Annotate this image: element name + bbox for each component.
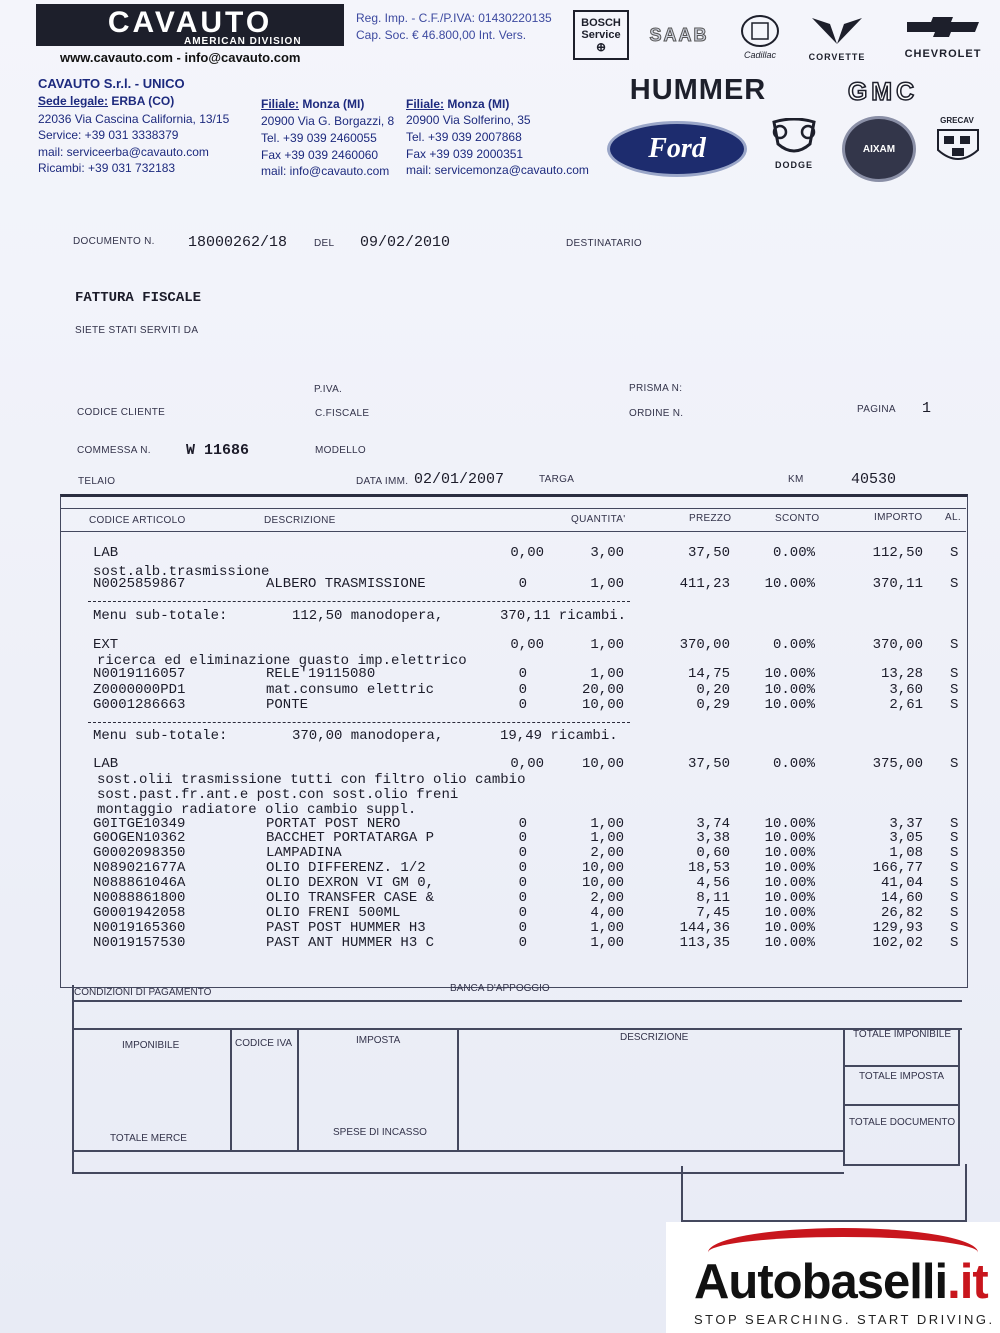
dodge-ram-icon	[770, 118, 818, 158]
descrizione-label: DESCRIZIONE	[620, 1032, 689, 1043]
subtotal-divider	[88, 722, 630, 723]
bosch-symbol-icon: ⊕	[595, 40, 607, 54]
item-code: sost.olii trasmissione tutti con filtro olio cambio	[97, 772, 526, 788]
item-quantity: 10,00	[581, 875, 624, 891]
item-code: G0002098350	[93, 845, 186, 861]
item-description: ALBERO TRASMISSIONE	[266, 576, 426, 592]
col-sconto: SCONTO	[775, 513, 820, 524]
item-vat-code: S	[950, 935, 959, 951]
item-code: N0019116057	[93, 666, 186, 682]
item-code: N0019165360	[93, 920, 186, 936]
table-row	[0, 637, 1000, 652]
item-code: N0088861800	[93, 890, 186, 906]
item-n: 0	[518, 935, 527, 951]
destinatario-label: DESTINATARIO	[566, 238, 643, 249]
subtotal-labour: 112,50 manodopera,	[292, 608, 444, 624]
logo-subtitle: AMERICAN DIVISION	[184, 36, 302, 47]
piva-label: P.IVA.	[314, 384, 343, 395]
data-imm-value: 02/01/2007	[414, 471, 505, 488]
branch1-address: 20900 Via G. Borgazzi, 8	[261, 114, 395, 128]
chevrolet-bowtie-icon	[905, 16, 981, 38]
item-amount: 41,04	[880, 875, 923, 891]
item-discount: 10.00%	[764, 682, 815, 698]
item-price: 0,20	[696, 682, 730, 698]
totale-documento-label: TOTALE DOCUMENTO	[849, 1117, 956, 1128]
registration-line-2: Cap. Soc. € 46.800,00 Int. Vers.	[356, 28, 527, 42]
item-description: RELE'19115080	[266, 666, 376, 682]
table-row	[0, 860, 1000, 875]
table-row	[0, 772, 1000, 787]
item-n: 0	[518, 576, 527, 592]
item-quantity: 1,00	[590, 666, 624, 682]
item-n: 0,00	[510, 545, 544, 561]
item-code: G0OGEN10362	[93, 830, 186, 846]
pagina-number: 1	[922, 400, 932, 417]
seat-label: Sede legale:	[38, 94, 109, 108]
item-code: N0025859867	[93, 576, 186, 592]
km-label: KM	[788, 474, 804, 485]
item-price: 411,23	[679, 576, 730, 592]
footer-line	[72, 1000, 962, 1002]
item-amount: 166,77	[872, 860, 923, 876]
codice-iva-label: CODICE IVA	[235, 1038, 293, 1049]
item-amount: 102,02	[872, 935, 923, 951]
modello-label: MODELLO	[315, 445, 367, 456]
item-n: 0	[518, 682, 527, 698]
item-n: 0,00	[510, 637, 544, 653]
item-price: 4,56	[696, 875, 730, 891]
item-vat-code: S	[950, 576, 959, 592]
item-vat-code: S	[950, 905, 959, 921]
item-n: 0	[518, 905, 527, 921]
item-code: G0ITGE10349	[93, 816, 186, 832]
footer-line	[843, 1028, 845, 1164]
table-row	[0, 830, 1000, 845]
footer-line	[72, 1028, 962, 1030]
item-quantity: 20,00	[581, 682, 624, 698]
cfiscale-label: C.FISCALE	[315, 408, 370, 419]
item-n: 0	[518, 860, 527, 876]
item-amount: 370,00	[872, 637, 923, 653]
item-description: OLIO DEXRON VI GM 0,	[266, 875, 435, 891]
col-importo: IMPORTO	[874, 512, 923, 523]
item-vat-code: S	[950, 860, 959, 876]
item-code: montaggio radiatore olio cambio suppl.	[97, 802, 417, 818]
item-n: 0	[518, 816, 527, 832]
grecav-logo: GRECAV	[940, 116, 974, 125]
items-table-header	[60, 508, 966, 532]
registration-line-1: Reg. Imp. - C.F./P.IVA: 01430220135	[356, 11, 552, 25]
footer-line	[681, 1166, 683, 1222]
footer-line	[457, 1030, 459, 1150]
item-amount: 26,82	[880, 905, 923, 921]
table-row	[0, 802, 1000, 817]
item-quantity: 10,00	[581, 697, 624, 713]
item-amount: 14,60	[880, 890, 923, 906]
logo-web: www.cavauto.com - info@cavauto.com	[60, 50, 301, 65]
table-row	[0, 816, 1000, 831]
item-code: LAB	[93, 545, 119, 561]
item-vat-code: S	[950, 845, 959, 861]
item-discount: 0.00%	[772, 756, 815, 772]
item-price: 3,74	[696, 816, 730, 832]
footer-line	[297, 1030, 299, 1150]
imposta-label: IMPOSTA	[356, 1035, 401, 1046]
item-code: sost.alb.trasmissione	[93, 564, 270, 580]
table-row	[0, 728, 1000, 743]
condizioni-label: CONDIZIONI DI PAGAMENTO	[74, 987, 212, 998]
branch1-title	[261, 96, 364, 112]
table-row	[0, 905, 1000, 920]
document-type: FATTURA FISCALE	[75, 290, 202, 306]
item-quantity: 1,00	[590, 816, 624, 832]
item-code: G0001942058	[93, 905, 186, 921]
item-quantity: 2,00	[590, 845, 624, 861]
watermark-tagline: STOP SEARCHING. START DRIVING.	[694, 1312, 995, 1327]
subtotal-parts: 370,11 ricambi.	[500, 608, 627, 624]
branch1-tel: Tel. +39 039 2460055	[261, 131, 377, 145]
bosch-word: BOSCH	[581, 17, 621, 29]
item-quantity: 3,00	[590, 545, 624, 561]
item-amount: 3,05	[889, 830, 923, 846]
item-code: G0001286663	[93, 697, 186, 713]
imponibile-label: IMPONIBILE	[122, 1040, 180, 1051]
item-n: 0	[518, 845, 527, 861]
item-description: LAMPADINA	[266, 845, 342, 861]
dodge-logo: DODGE	[774, 160, 813, 170]
table-row	[0, 682, 1000, 697]
item-quantity: 1,00	[590, 935, 624, 951]
table-row	[0, 935, 1000, 950]
col-quantita: QUANTITA'	[571, 514, 626, 525]
branch2-city: Monza (MI)	[447, 97, 510, 111]
item-discount: 0.00%	[772, 545, 815, 561]
item-description: PORTAT POST NERO	[266, 816, 401, 832]
footer-line	[843, 1104, 959, 1106]
seat-city: ERBA (CO)	[111, 94, 175, 108]
item-price: 18,53	[687, 860, 730, 876]
targa-label: TARGA	[539, 474, 575, 485]
hummer-logo: HUMMER	[629, 73, 767, 106]
branch2-title	[406, 96, 509, 112]
aixam-logo: AIXAM	[842, 116, 916, 182]
item-discount: 10.00%	[764, 666, 815, 682]
item-code: Z0000000PD1	[93, 682, 186, 698]
footer-line	[230, 1030, 232, 1150]
item-n: 0	[518, 697, 527, 713]
item-code: ricerca ed eliminazione guasto imp.elettrico	[97, 653, 467, 669]
totale-imposta-label: TOTALE IMPOSTA	[859, 1071, 945, 1082]
item-amount: 13,28	[880, 666, 923, 682]
item-discount: 10.00%	[764, 920, 815, 936]
item-n: 0	[518, 666, 527, 682]
footer-line	[72, 985, 74, 1173]
branch2-tel: Tel. +39 039 2007868	[406, 130, 522, 144]
item-quantity: 10,00	[581, 860, 624, 876]
item-quantity: 4,00	[590, 905, 624, 921]
col-codice: CODICE ARTICOLO	[89, 515, 186, 526]
item-price: 370,00	[679, 637, 730, 653]
telaio-label: TELAIO	[78, 476, 116, 487]
item-amount: 3,37	[889, 816, 923, 832]
item-price: 7,45	[696, 905, 730, 921]
item-vat-code: S	[950, 920, 959, 936]
item-description: BACCHET PORTATARGA P	[266, 830, 435, 846]
item-discount: 10.00%	[764, 816, 815, 832]
prisma-label: PRISMA N:	[629, 383, 683, 394]
item-description: PONTE	[266, 697, 309, 713]
item-discount: 0.00%	[772, 637, 815, 653]
logo-title: CAVAUTO	[107, 6, 273, 39]
ordine-label: ORDINE N.	[629, 408, 684, 419]
item-vat-code: S	[950, 830, 959, 846]
item-description: OLIO FRENI 500ML	[266, 905, 401, 921]
item-vat-code: S	[950, 637, 959, 653]
item-discount: 10.00%	[764, 875, 815, 891]
table-row	[0, 576, 1000, 591]
table-row	[0, 666, 1000, 681]
item-vat-code: S	[950, 697, 959, 713]
totale-merce-label: TOTALE MERCE	[110, 1133, 187, 1144]
col-descrizione: DESCRIZIONE	[264, 515, 336, 526]
item-discount: 10.00%	[764, 576, 815, 592]
item-code: N088861046A	[93, 875, 186, 891]
item-price: 3,38	[696, 830, 730, 846]
item-discount: 10.00%	[764, 845, 815, 861]
footer-line	[958, 1028, 960, 1166]
item-price: 0,29	[696, 697, 730, 713]
item-quantity: 2,00	[590, 890, 624, 906]
item-code: sost.past.fr.ant.e post.con sost.olio freni	[97, 787, 459, 803]
subtotal-label: Menu sub-totale:	[93, 728, 228, 744]
item-price: 37,50	[687, 756, 730, 772]
item-amount: 375,00	[872, 756, 923, 772]
branch2-address: 20900 Via Solferino, 35	[406, 113, 531, 127]
banca-label: BANCA D'APPOGGIO	[450, 983, 550, 994]
chevrolet-logo: CHEVROLET	[904, 48, 982, 60]
corvette-flags-icon	[806, 14, 868, 48]
item-price: 14,75	[687, 666, 730, 682]
item-discount: 10.00%	[764, 905, 815, 921]
item-vat-code: S	[950, 666, 959, 682]
pagina-label: PAGINA	[857, 404, 896, 415]
table-row	[0, 787, 1000, 802]
item-description: PAST ANT HUMMER H3 C	[266, 935, 435, 951]
company-name: CAVAUTO S.r.l. - UNICO	[38, 76, 185, 91]
cadillac-logo: Cadillac	[743, 50, 776, 60]
item-discount: 10.00%	[764, 830, 815, 846]
item-discount: 10.00%	[764, 860, 815, 876]
item-vat-code: S	[950, 545, 959, 561]
item-discount: 10.00%	[764, 935, 815, 951]
table-row	[0, 845, 1000, 860]
company-address: 22036 Via Cascina California, 13/15	[38, 112, 230, 126]
item-quantity: 1,00	[590, 576, 624, 592]
table-row	[0, 890, 1000, 905]
documento-number: 18000262/18	[188, 234, 288, 251]
footer-line	[72, 1150, 844, 1152]
saab-logo: SAAB	[649, 24, 709, 45]
del-label: DEL	[314, 238, 335, 249]
item-quantity: 1,00	[590, 920, 624, 936]
company-seat	[38, 93, 174, 109]
item-description: OLIO DIFFERENZ. 1/2	[266, 860, 426, 876]
ford-logo: Ford	[607, 121, 747, 177]
codice-cliente-label: CODICE CLIENTE	[77, 407, 166, 418]
corvette-logo: CORVETTE	[808, 52, 866, 62]
documento-label: DOCUMENTO N.	[73, 236, 155, 247]
item-n: 0	[518, 830, 527, 846]
item-amount: 129,93	[872, 920, 923, 936]
table-row	[0, 920, 1000, 935]
branch1-mail: mail: info@cavauto.com	[261, 164, 390, 178]
table-row	[0, 608, 1000, 623]
grecav-shield-icon	[934, 128, 982, 168]
footer-line	[72, 1172, 844, 1174]
data-imm-label: DATA IMM.	[356, 476, 409, 487]
footer-line	[965, 1164, 967, 1222]
gmc-logo: GMC	[847, 77, 919, 106]
commessa-number: W 11686	[186, 442, 250, 459]
table-row	[0, 697, 1000, 712]
item-code: LAB	[93, 756, 119, 772]
spese-incasso-label: SPESE DI INCASSO	[333, 1127, 427, 1138]
item-quantity: 1,00	[590, 830, 624, 846]
item-vat-code: S	[950, 875, 959, 891]
item-description: mat.consumo elettric	[266, 682, 435, 698]
branch2-label: Filiale:	[406, 97, 445, 111]
col-prezzo: PREZZO	[689, 513, 732, 524]
footer-line	[843, 1164, 959, 1166]
company-service: Service: +39 031 3338379	[38, 128, 179, 142]
item-code: N0019157530	[93, 935, 186, 951]
item-vat-code: S	[950, 756, 959, 772]
branch2-mail: mail: servicemonza@cavauto.com	[406, 163, 589, 177]
bosch-service-word: Service	[581, 29, 621, 41]
item-code: EXT	[93, 637, 119, 653]
item-amount: 2,61	[889, 697, 923, 713]
branch1-fax: Fax +39 039 2460060	[261, 148, 379, 162]
watermark-brand: Autobaselli	[694, 1255, 948, 1309]
item-amount: 112,50	[872, 545, 923, 561]
company-mail: mail: serviceerba@cavauto.com	[38, 145, 209, 159]
item-price: 8,11	[696, 890, 730, 906]
item-n: 0	[518, 920, 527, 936]
commessa-label: COMMESSA N.	[77, 445, 151, 456]
item-price: 113,35	[679, 935, 730, 951]
item-amount: 370,11	[872, 576, 923, 592]
table-row	[0, 756, 1000, 771]
bosch-service-logo	[573, 10, 629, 60]
km-value: 40530	[851, 471, 897, 488]
item-price: 37,50	[687, 545, 730, 561]
item-code: N089021677A	[93, 860, 186, 876]
item-vat-code: S	[950, 890, 959, 906]
item-amount: 1,08	[889, 845, 923, 861]
company-ricambi: Ricambi: +39 031 732183	[38, 161, 176, 175]
branch1-label: Filiale:	[261, 97, 300, 111]
item-quantity: 10,00	[581, 756, 624, 772]
siete-stati-label: SIETE STATI SERVITI DA	[75, 325, 199, 336]
subtotal-divider	[88, 601, 630, 602]
item-vat-code: S	[950, 816, 959, 832]
watermark-tld: .it	[947, 1255, 988, 1309]
table-row	[0, 875, 1000, 890]
subtotal-parts: 19,49 ricambi.	[500, 728, 618, 744]
watermark-logo	[694, 1254, 988, 1310]
col-al: AL.	[945, 512, 961, 523]
item-price: 0,60	[696, 845, 730, 861]
branch1-city: Monza (MI)	[302, 97, 365, 111]
footer-line	[843, 1065, 959, 1067]
item-price: 144,36	[679, 920, 730, 936]
table-row	[0, 545, 1000, 560]
item-description: OLIO TRANSFER CASE &	[266, 890, 435, 906]
item-n: 0,00	[510, 756, 544, 772]
item-description: PAST POST HUMMER H3	[266, 920, 426, 936]
item-quantity: 1,00	[590, 637, 624, 653]
subtotal-labour: 370,00 manodopera,	[292, 728, 444, 744]
branch2-fax: Fax +39 039 2000351	[406, 147, 524, 161]
totale-imponibile-label: TOTALE IMPONIBILE	[853, 1029, 951, 1040]
subtotal-label: Menu sub-totale:	[93, 608, 228, 624]
item-discount: 10.00%	[764, 697, 815, 713]
document-date: 09/02/2010	[360, 234, 451, 251]
item-discount: 10.00%	[764, 890, 815, 906]
item-amount: 3,60	[889, 682, 923, 698]
item-n: 0	[518, 890, 527, 906]
item-n: 0	[518, 875, 527, 891]
cadillac-crest-icon	[740, 14, 780, 48]
item-vat-code: S	[950, 682, 959, 698]
